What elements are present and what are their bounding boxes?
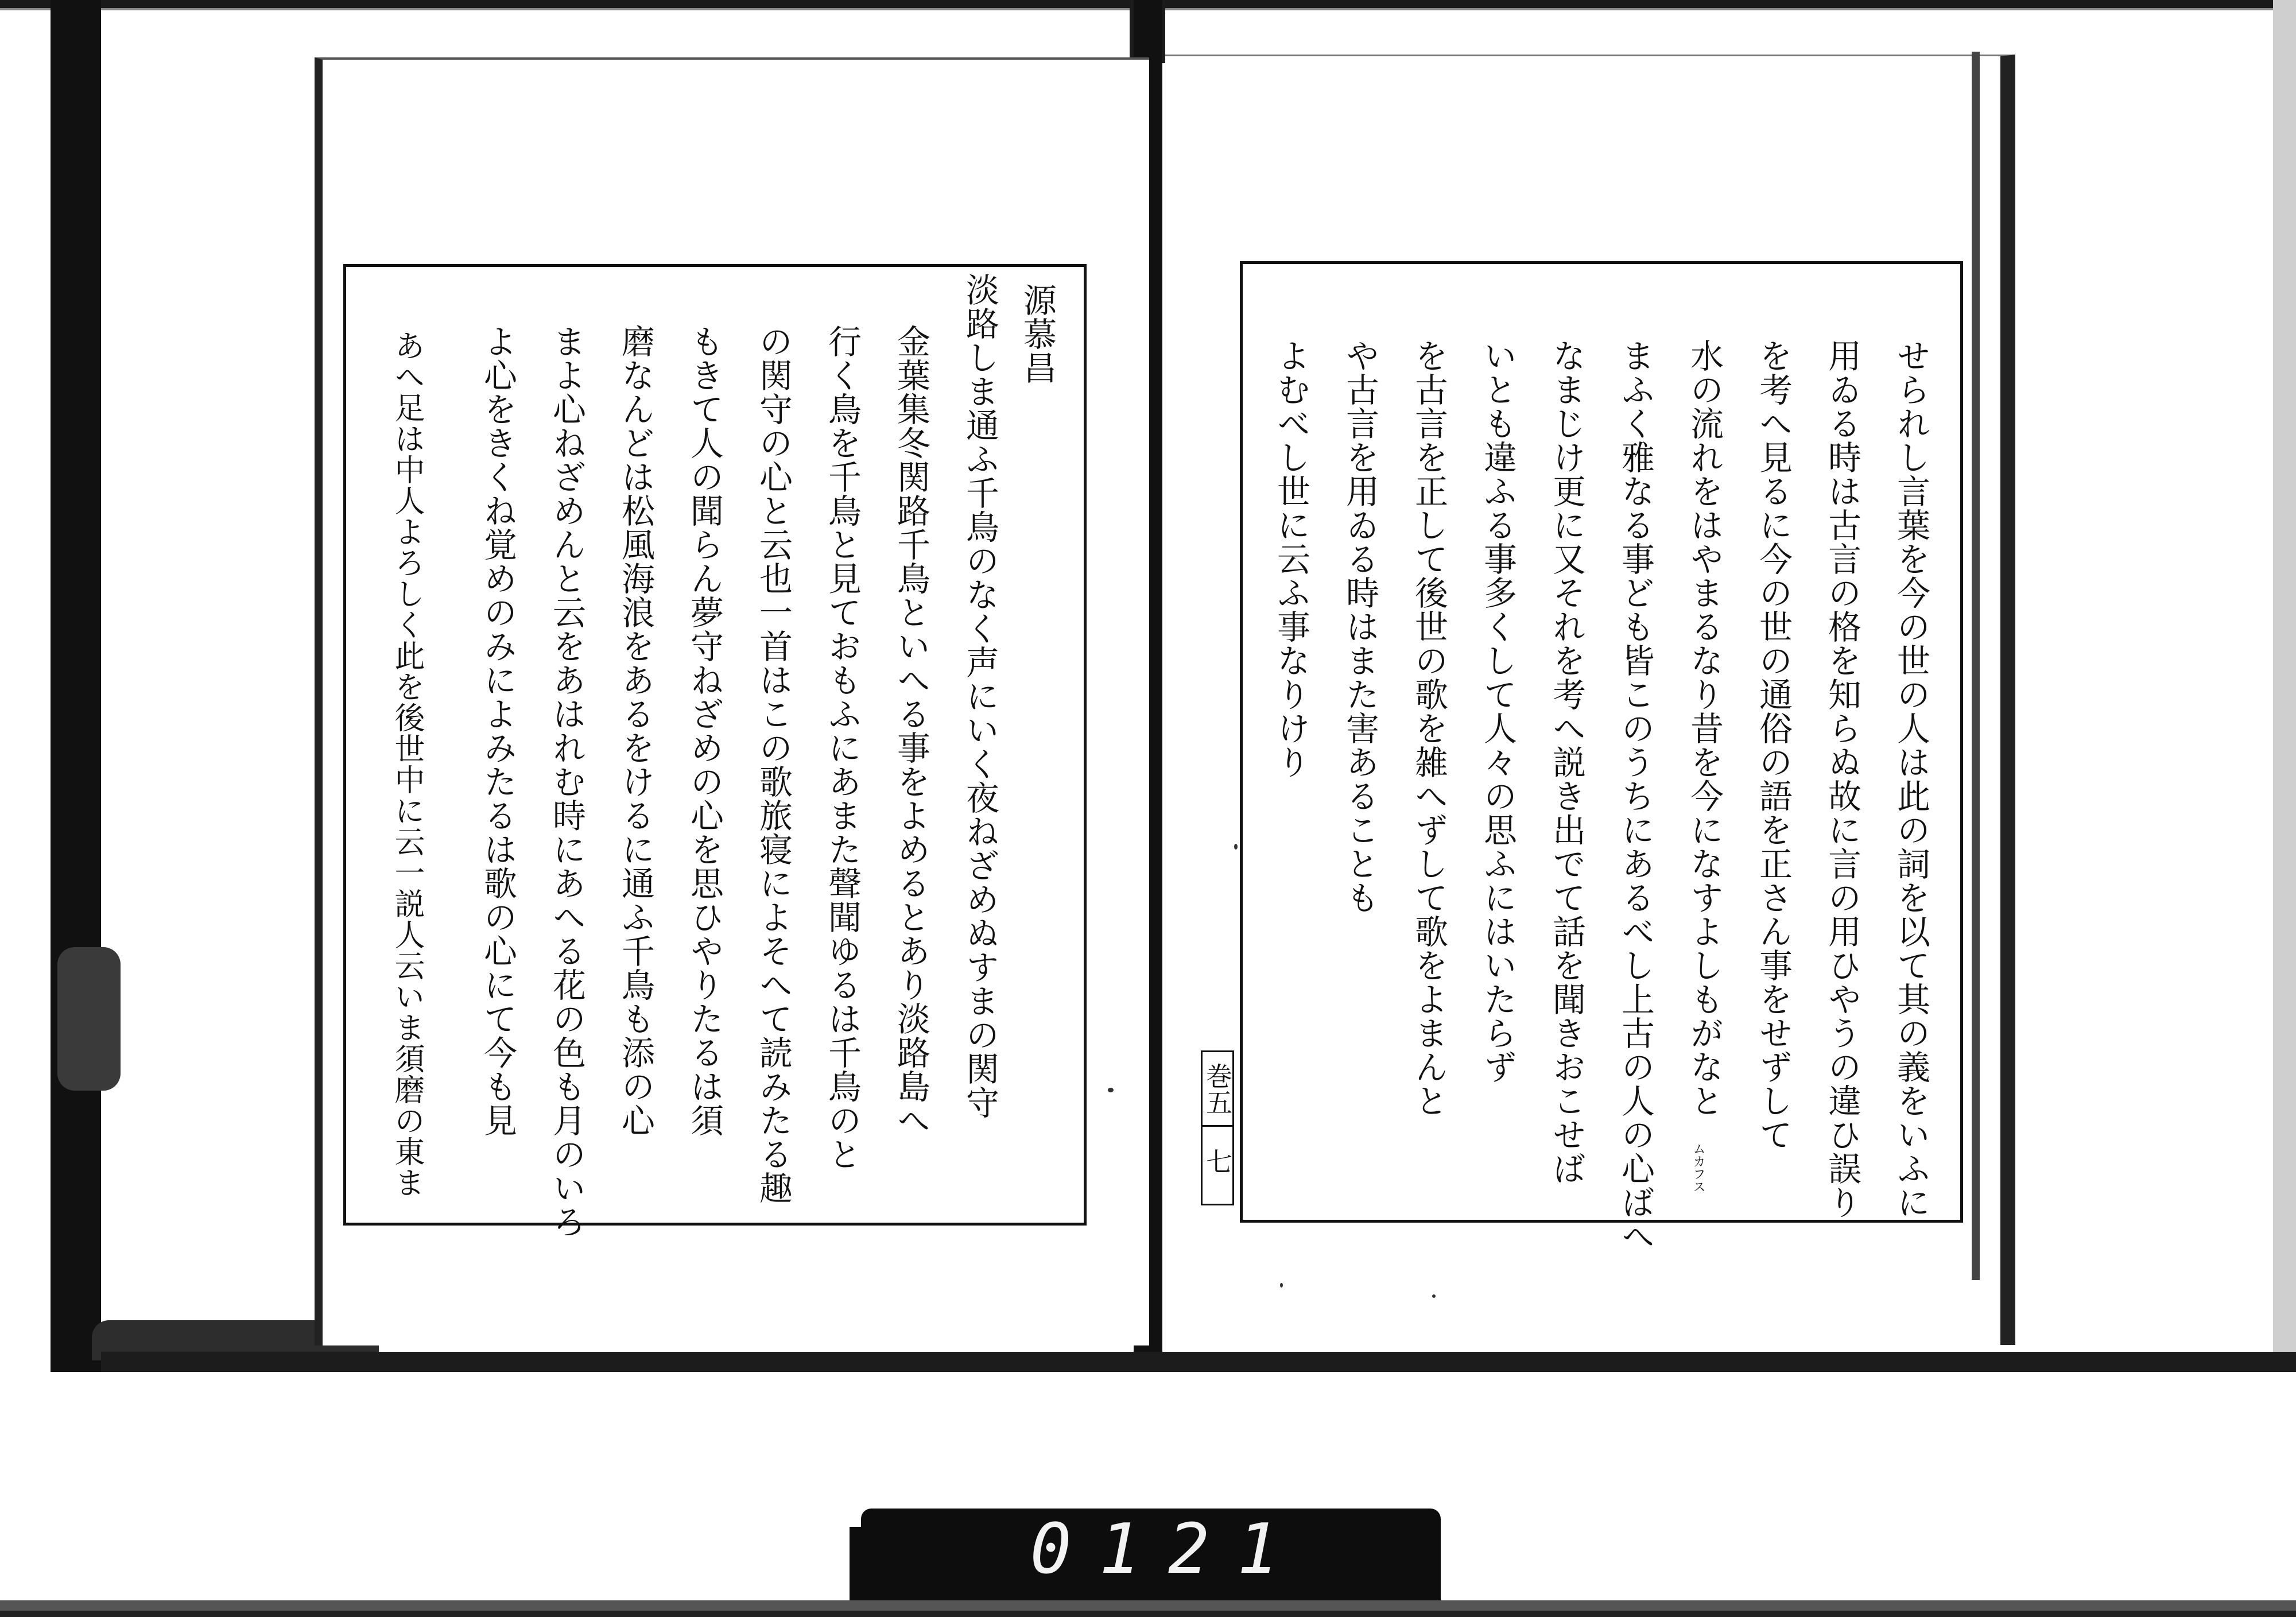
right-column-3: を考へ見るに今の世の通俗の語を正さん事をせずして: [1754, 339, 1793, 1151]
left-column-3: 行く鳥を千鳥と見ておもふにあまた聲聞ゆるは千鳥のと: [823, 324, 862, 1171]
left-column-1: 淡路しま通ふ千鳥のなく声にいく夜ねざめぬすまの関守: [960, 273, 999, 1119]
volume-label: 巻五: [1203, 1052, 1232, 1127]
right-text-frame: [1240, 261, 1963, 1253]
right-column-5: まふく雅なる事ども皆このうちにあるべし上古の人の心ばへ: [1616, 339, 1655, 1253]
left-column-9: あへ足は中人よろしく此を後世中に云一説人云いま須磨の東ま: [390, 330, 425, 1198]
scan-left-border: [51, 0, 101, 1372]
right-column-10: よむべし世に云ふ事なりけり: [1271, 339, 1310, 779]
paper-speck: [1108, 1088, 1114, 1092]
right-column-1: せられし言葉を今の世の人は此の詞を以て其の義をいふに: [1891, 339, 1930, 1219]
page-number-label: 七: [1202, 1148, 1233, 1174]
right-column-8: を古言を正して後世の歌を雑へずして歌をよまんと: [1409, 339, 1448, 1118]
right-column-4: 水の流れをはやまるなり昔を今になすよしもがなと: [1685, 339, 1724, 1118]
volume-page-marker: [1201, 1050, 1234, 1205]
furigana-gloss: ムカフス: [1691, 1142, 1705, 1193]
spread-bottom-edge: [101, 1352, 2296, 1372]
paper-speck: [1234, 844, 1238, 850]
left-column-4: の関守の心と云也一首はこの歌旅寝によそへて読みたる趣: [754, 324, 793, 1205]
right-column-7: いとも違ふる事多くして人々の思ふにはいたらず: [1478, 339, 1517, 1084]
scan-right-border: [2273, 0, 2296, 1372]
scan-bottom-rule: [0, 1611, 2296, 1617]
right-column-6: なまじけ更に又それを考へ説き出でて話を聞きおこせば: [1547, 339, 1586, 1185]
right-column-2: 用ゐる時は古言の格を知らぬ故に言の用ひやうの違ひ誤り: [1822, 339, 1861, 1219]
scan-left-smudge: [57, 947, 121, 1091]
paper-speck: [1280, 1283, 1283, 1288]
left-column-5: もきて人の聞らん夢守ねざめの心を思ひやりたるは須: [685, 324, 724, 1137]
left-column-6: 磨なんどは松風海浪をあるをけるに通ふ千鳥も添の心: [616, 324, 655, 1137]
right-page-fore-edge: [1972, 52, 1980, 1280]
left-column-8: よ心をきくね覚めのみによみたるは歌の心にて今も見: [478, 324, 517, 1137]
left-text-frame: [343, 264, 1087, 1239]
right-column-9: や古言を用ゐる時はまた害あることも: [1340, 339, 1379, 914]
paper-speck: [1432, 1294, 1436, 1298]
left-page-title: 源慕昌: [1018, 283, 1057, 385]
frame-number: 0121: [1030, 1510, 1306, 1589]
left-column-7: まよ心ねざめんと云をあはれむ時にあへる花の色も月のいろ: [547, 324, 586, 1239]
left-column-2: 金葉集冬関路千鳥といへる事をよめるとあり淡路島へ: [891, 324, 930, 1137]
